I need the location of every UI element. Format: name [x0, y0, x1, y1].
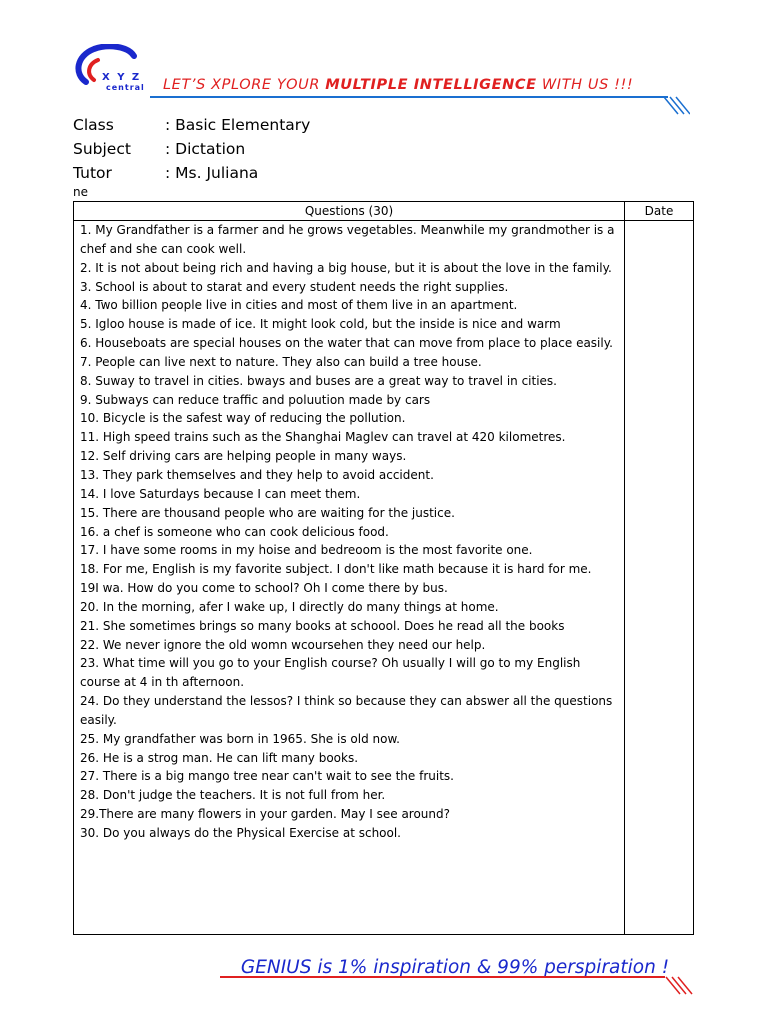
info-value: : Ms. Juliana: [165, 164, 259, 182]
class-info: [73, 113, 310, 185]
question-item: 14. I love Saturdays because I can meet them.: [80, 486, 361, 501]
tagline-part1: LET’S XPLORE YOUR: [163, 77, 320, 93]
question-item: 10. Bicycle is the safest way of reducing the pollution.: [80, 411, 406, 426]
info-label: Tutor: [73, 164, 112, 182]
info-row-class: [73, 113, 310, 137]
question-item: 18. For me, English is my favorite subject. I don't like math because it is hard for me.: [80, 562, 592, 577]
question-item: 8. Suway to travel in cities. bways and buses are a great way to travel in cities.: [80, 373, 557, 388]
question-item: 29.There are many flowers in your garden. May I see around?: [80, 807, 451, 822]
date-header: Date: [644, 204, 674, 218]
question-item: 5. Igloo house is made of ice. It might look cold, but the inside is nice and warm: [80, 317, 561, 332]
info-value: : Dictation: [165, 140, 246, 158]
question-item: 2. It is not about being rich and having a big house, but it is about the love in the family.: [80, 260, 612, 275]
info-value: : Basic Elementary: [165, 116, 311, 134]
info-row-subject: [73, 137, 310, 161]
question-item: 3. School is about to starat and every student needs the right supplies.: [80, 279, 509, 294]
question-item: 27. There is a big mango tree near can't wait to see the fruits.: [80, 769, 454, 784]
question-item: 12. Self driving cars are helping people in many ways.: [80, 449, 407, 464]
xyz-central-logo: [72, 44, 154, 94]
question-item: 7. People can live next to nature. They also can build a tree house.: [80, 354, 482, 369]
questions-header: Questions (30): [304, 204, 394, 218]
question-item: 21. She sometimes brings so many books at schoool. Does he read all the books: [80, 618, 565, 633]
question-item: 4. Two billion people live in cities and most of them live in an apartment.: [80, 298, 518, 313]
info-label: Class: [73, 116, 114, 134]
question-item: 24. Do they understand the lessos? I think so because they can abswer all the questions easily.: [80, 694, 613, 727]
logo-subtext: central: [106, 83, 145, 92]
tagline: [163, 77, 633, 93]
footer-quote: GENIUS is 1% inspiration & 99% perspiration !: [240, 957, 670, 978]
question-item: 28. Don't judge the teachers. It is not full from her.: [80, 788, 386, 803]
question-item: 20. In the morning, afer I wake up, I directly do many things at home.: [80, 599, 499, 614]
question-item: 23. What time will you go to your English course? Oh usually I will go to my English course at 4 in th afternoon.: [80, 656, 581, 690]
info-label: Subject: [73, 140, 131, 158]
question-item: 22. We never ignore the old womn wcoursehen they need our help.: [80, 637, 486, 652]
question-item: 15. There are thousand people who are waiting for the justice.: [80, 505, 455, 520]
question-item: 26. He is a strog man. He can lift many books.: [80, 750, 359, 765]
question-item: 1. My Grandfather is a farmer and he grows vegetables. Meanwhile my grandmother is a chef and she can cook well.: [80, 223, 615, 256]
question-item: 19I wa. How do you come to school? Oh I come there by bus.: [80, 581, 448, 596]
dictation-table: [73, 201, 694, 935]
column-divider: [624, 202, 625, 934]
question-item: 9. Subways can reduce traffic and poluution made by cars: [80, 392, 431, 407]
stray-text: ne: [73, 185, 88, 199]
tagline-emphasis: MULTIPLE INTELLIGENCE: [325, 77, 537, 93]
logo-text: X Y Z: [102, 72, 142, 83]
question-list: [80, 221, 620, 843]
question-item: 25. My grandfather was born in 1965. She is old now.: [80, 731, 400, 746]
question-item: 13. They park themselves and they help to avoid accident.: [80, 467, 434, 482]
question-item: 11. High speed trains such as the Shanghai Maglev can travel at 420 kilometres.: [80, 430, 566, 445]
question-item: 16. a chef is someone who can cook delicious food.: [80, 524, 389, 539]
info-row-tutor: [73, 161, 310, 185]
tagline-part2: WITH US !!!: [541, 77, 634, 93]
footer-rule: [220, 974, 695, 998]
question-item: 17. I have some rooms in my hoise and bedreoom is the most favorite one.: [80, 543, 533, 558]
question-item: 30. Do you always do the Physical Exercise at school.: [80, 826, 401, 840]
question-item: 6. Houseboats are special houses on the water that can move from place to place easily.: [80, 336, 613, 351]
